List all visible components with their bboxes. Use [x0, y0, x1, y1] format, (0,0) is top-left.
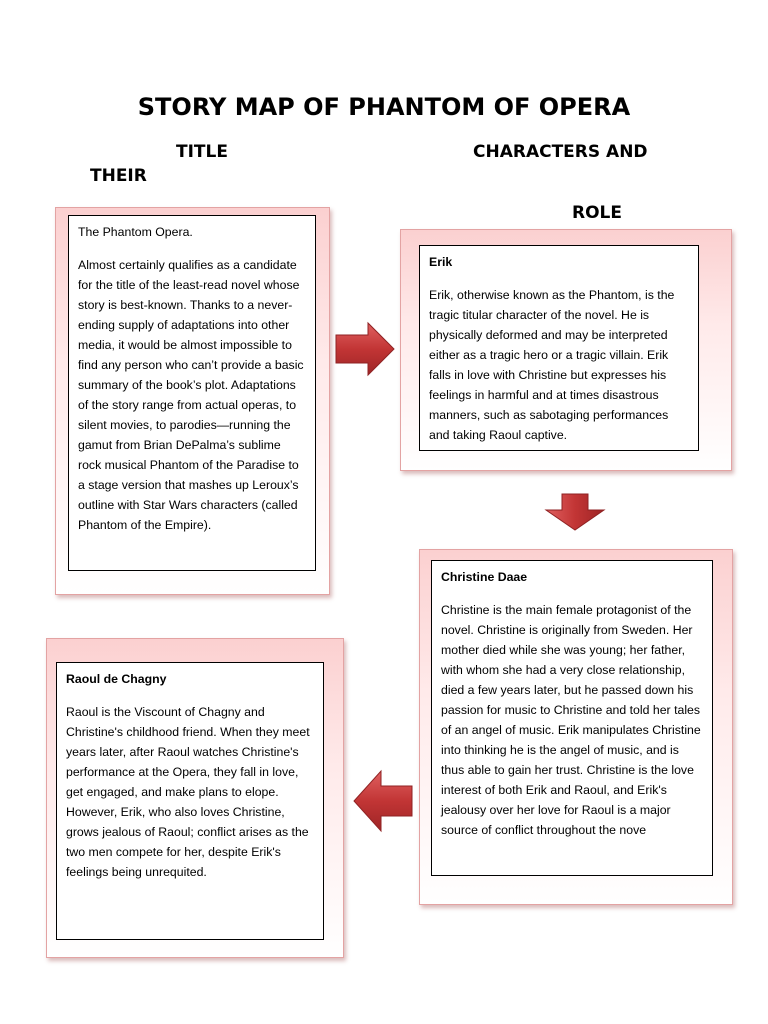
characters-column-label: CHARACTERS AND [473, 142, 648, 162]
title-card-content [68, 215, 316, 571]
raoul-card-heading: Raoul de Chagny [66, 672, 167, 686]
title-column-label: TITLE [176, 142, 228, 162]
christine-card-content [431, 560, 713, 876]
arrow-down-icon [545, 493, 605, 531]
erik-card-heading: Erik [429, 255, 453, 269]
erik-card-content [419, 245, 699, 451]
title-card-heading: The Phantom Opera. [78, 225, 193, 239]
their-label: THEIR [90, 166, 147, 186]
page-title: STORY MAP OF PHANTOM OF OPERA [137, 93, 631, 121]
christine-card-body: Christine is the main female protagonist of the novel. Christine is originally from Sweden. Her mother died while she was young; her father, with whom she had a very close relationship, died a few years later, but he passed down his passion for music to Christine and told her tales of an angel of music. Erik manipulates Christine into thinking he is the angel of music, and is thus able to gain her trust. Christine is the love interest of both Erik and Raoul, and Erik's jealousy over her love for Raoul is a major source of conflict throughout the nove [441, 603, 701, 837]
arrow-left-icon [353, 770, 413, 832]
raoul-card-content [56, 662, 324, 940]
raoul-card-body: Raoul is the Viscount of Chagny and Christine's childhood friend. When they meet years later, after Raoul watches Christine's performance at the Opera, they fall in love, get engaged, and make plans to elope. However, Erik, who also loves Christine, grows jealous of Raoul; conflict arises as the two men compete for her, despite Erik's feelings being unrequited. [66, 705, 310, 879]
title-card-body: Almost certainly qualifies as a candidate for the title of the least-read novel whose story is best-known. Thanks to a never-ending supply of adaptations into other media, it would be almost impossible to find any person who can’t provide a basic summary of the book’s plot. Adaptations of the story range from actual operas, to silent movies, to parodies—running the gamut from Brian DePalma’s sublime rock musical Phantom of the Paradise to a stage version that mashes up Leroux’s outline with Star Wars characters (called Phantom of the Empire). [78, 258, 304, 532]
erik-card-body: Erik, otherwise known as the Phantom, is the tragic titular character of the novel. He is physically deformed and may be interpreted either as a tragic hero or a tragic villain. Erik falls in love with Christine but expresses his feelings in harmful and at times disastrous manners, such as sabotaging performances and taking Raoul captive. [429, 288, 675, 442]
role-label: ROLE [572, 203, 622, 223]
christine-card-heading: Christine Daae [441, 570, 528, 584]
arrow-right-icon [335, 322, 395, 376]
